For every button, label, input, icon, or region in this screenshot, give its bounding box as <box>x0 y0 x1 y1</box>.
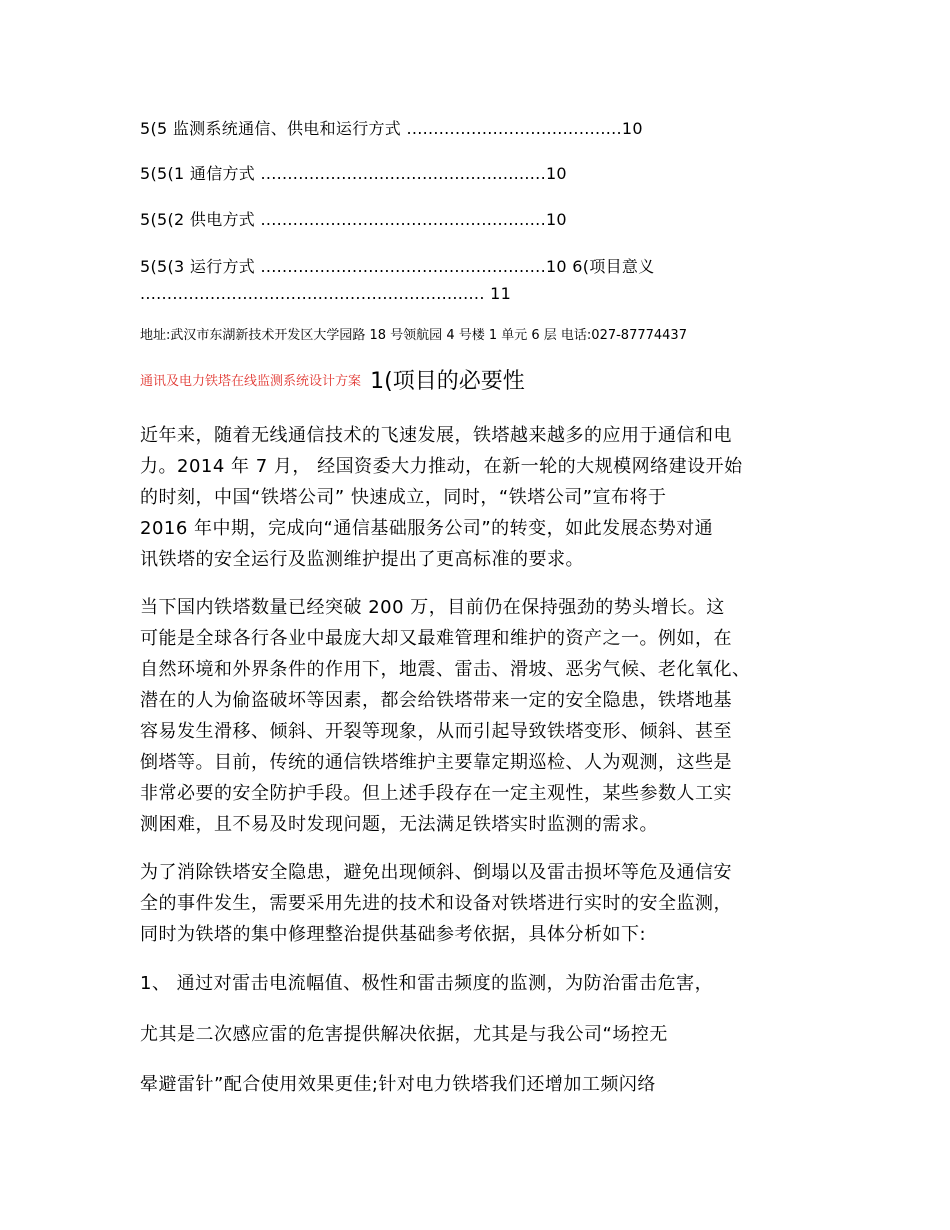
text-line: 2016 年中期，完成向“通信基础服务公司”的转变，如此发展态势对通 <box>140 518 714 539</box>
text-line: 测困难，且不易及时发现问题，无法满足铁塔实时监测的需求。 <box>140 814 658 835</box>
text-line: 倒塔等。目前，传统的通信铁塔维护主要靠定期巡检、人为观测，这些是 <box>140 752 732 773</box>
toc-entry[interactable]: 5(5(3 运行方式 .....................................................10 6(项目意义 <box>140 257 655 276</box>
list-item-continued: 晕避雷针”配合使用效果更佳;针对电力铁塔我们还增加工频闪络 <box>140 1074 656 1095</box>
list-item: 1、 通过对雷击电流幅值、极性和雷击频度的监测，为防治雷击危害， <box>140 973 714 994</box>
section-heading: 1(项目的必要性 <box>370 369 525 394</box>
list-item-continued: 尤其是二次感应雷的危害提供解决依据，尤其是与我公司“场控无 <box>140 1024 668 1045</box>
text-line: 潜在的人为偷盗破坏等因素，都会给铁塔带来一定的安全隐患，铁塔地基 <box>140 690 732 711</box>
text-line: 讯铁塔的安全运行及监测维护提出了更高标准的要求。 <box>140 549 584 570</box>
company-address: 地址:武汉市东湖新技术开发区大学园路 18 号领航园 4 号楼 1 单元 6 层 电话:027-87774437 <box>140 328 687 343</box>
text-line: 当下国内铁塔数量已经突破 200 万，目前仍在保持强劲的势头增长。这 <box>140 597 725 618</box>
toc-entry[interactable]: 5(5(2 供电方式 .....................................................10 <box>140 210 567 229</box>
text-line: 的时刻，中国“铁塔公司” 快速成立，同时，“铁塔公司”宣布将于 <box>140 487 667 508</box>
document-title: 通讯及电力铁塔在线监测系统设计方案 <box>140 374 362 389</box>
text-line: 同时为铁塔的集中修理整治提供基础参考依据，具体分析如下: <box>140 924 647 945</box>
text-line: 力。2014 年 7 月， 经国资委大力推动，在新一轮的大规模网络建设开始 <box>140 456 743 477</box>
text-line: 近年来，随着无线通信技术的飞速发展，铁塔越来越多的应用于通信和电 <box>140 425 732 446</box>
toc-entry[interactable]: ................................................................ 11 <box>140 284 512 303</box>
paragraph-1 <box>140 420 820 575</box>
page-header <box>140 364 525 395</box>
text-line: 为了消除铁塔安全隐患，避免出现倾斜、倒塌以及雷击损坏等危及通信安 <box>140 862 732 883</box>
paragraph-2 <box>140 592 820 840</box>
toc-entry[interactable]: 5(5 监测系统通信、供电和运行方式 ........................................10 <box>140 119 643 138</box>
text-line: 可能是全球各行各业中最庞大却又最难管理和维护的资产之一。例如，在 <box>140 628 732 649</box>
text-line: 自然环境和外界条件的作用下，地震、雷击、滑坡、恶劣气候、老化氧化、 <box>140 659 751 680</box>
text-line: 全的事件发生，需要采用先进的技术和设备对铁塔进行实时的安全监测， <box>140 893 732 914</box>
paragraph-3 <box>140 857 820 950</box>
text-line: 非常必要的安全防护手段。但上述手段存在一定主观性，某些参数人工实 <box>140 783 732 804</box>
text-line: 容易发生滑移、倾斜、开裂等现象，从而引起导致铁塔变形、倾斜、甚至 <box>140 721 732 742</box>
toc-entry[interactable]: 5(5(1 通信方式 .....................................................10 <box>140 164 567 183</box>
